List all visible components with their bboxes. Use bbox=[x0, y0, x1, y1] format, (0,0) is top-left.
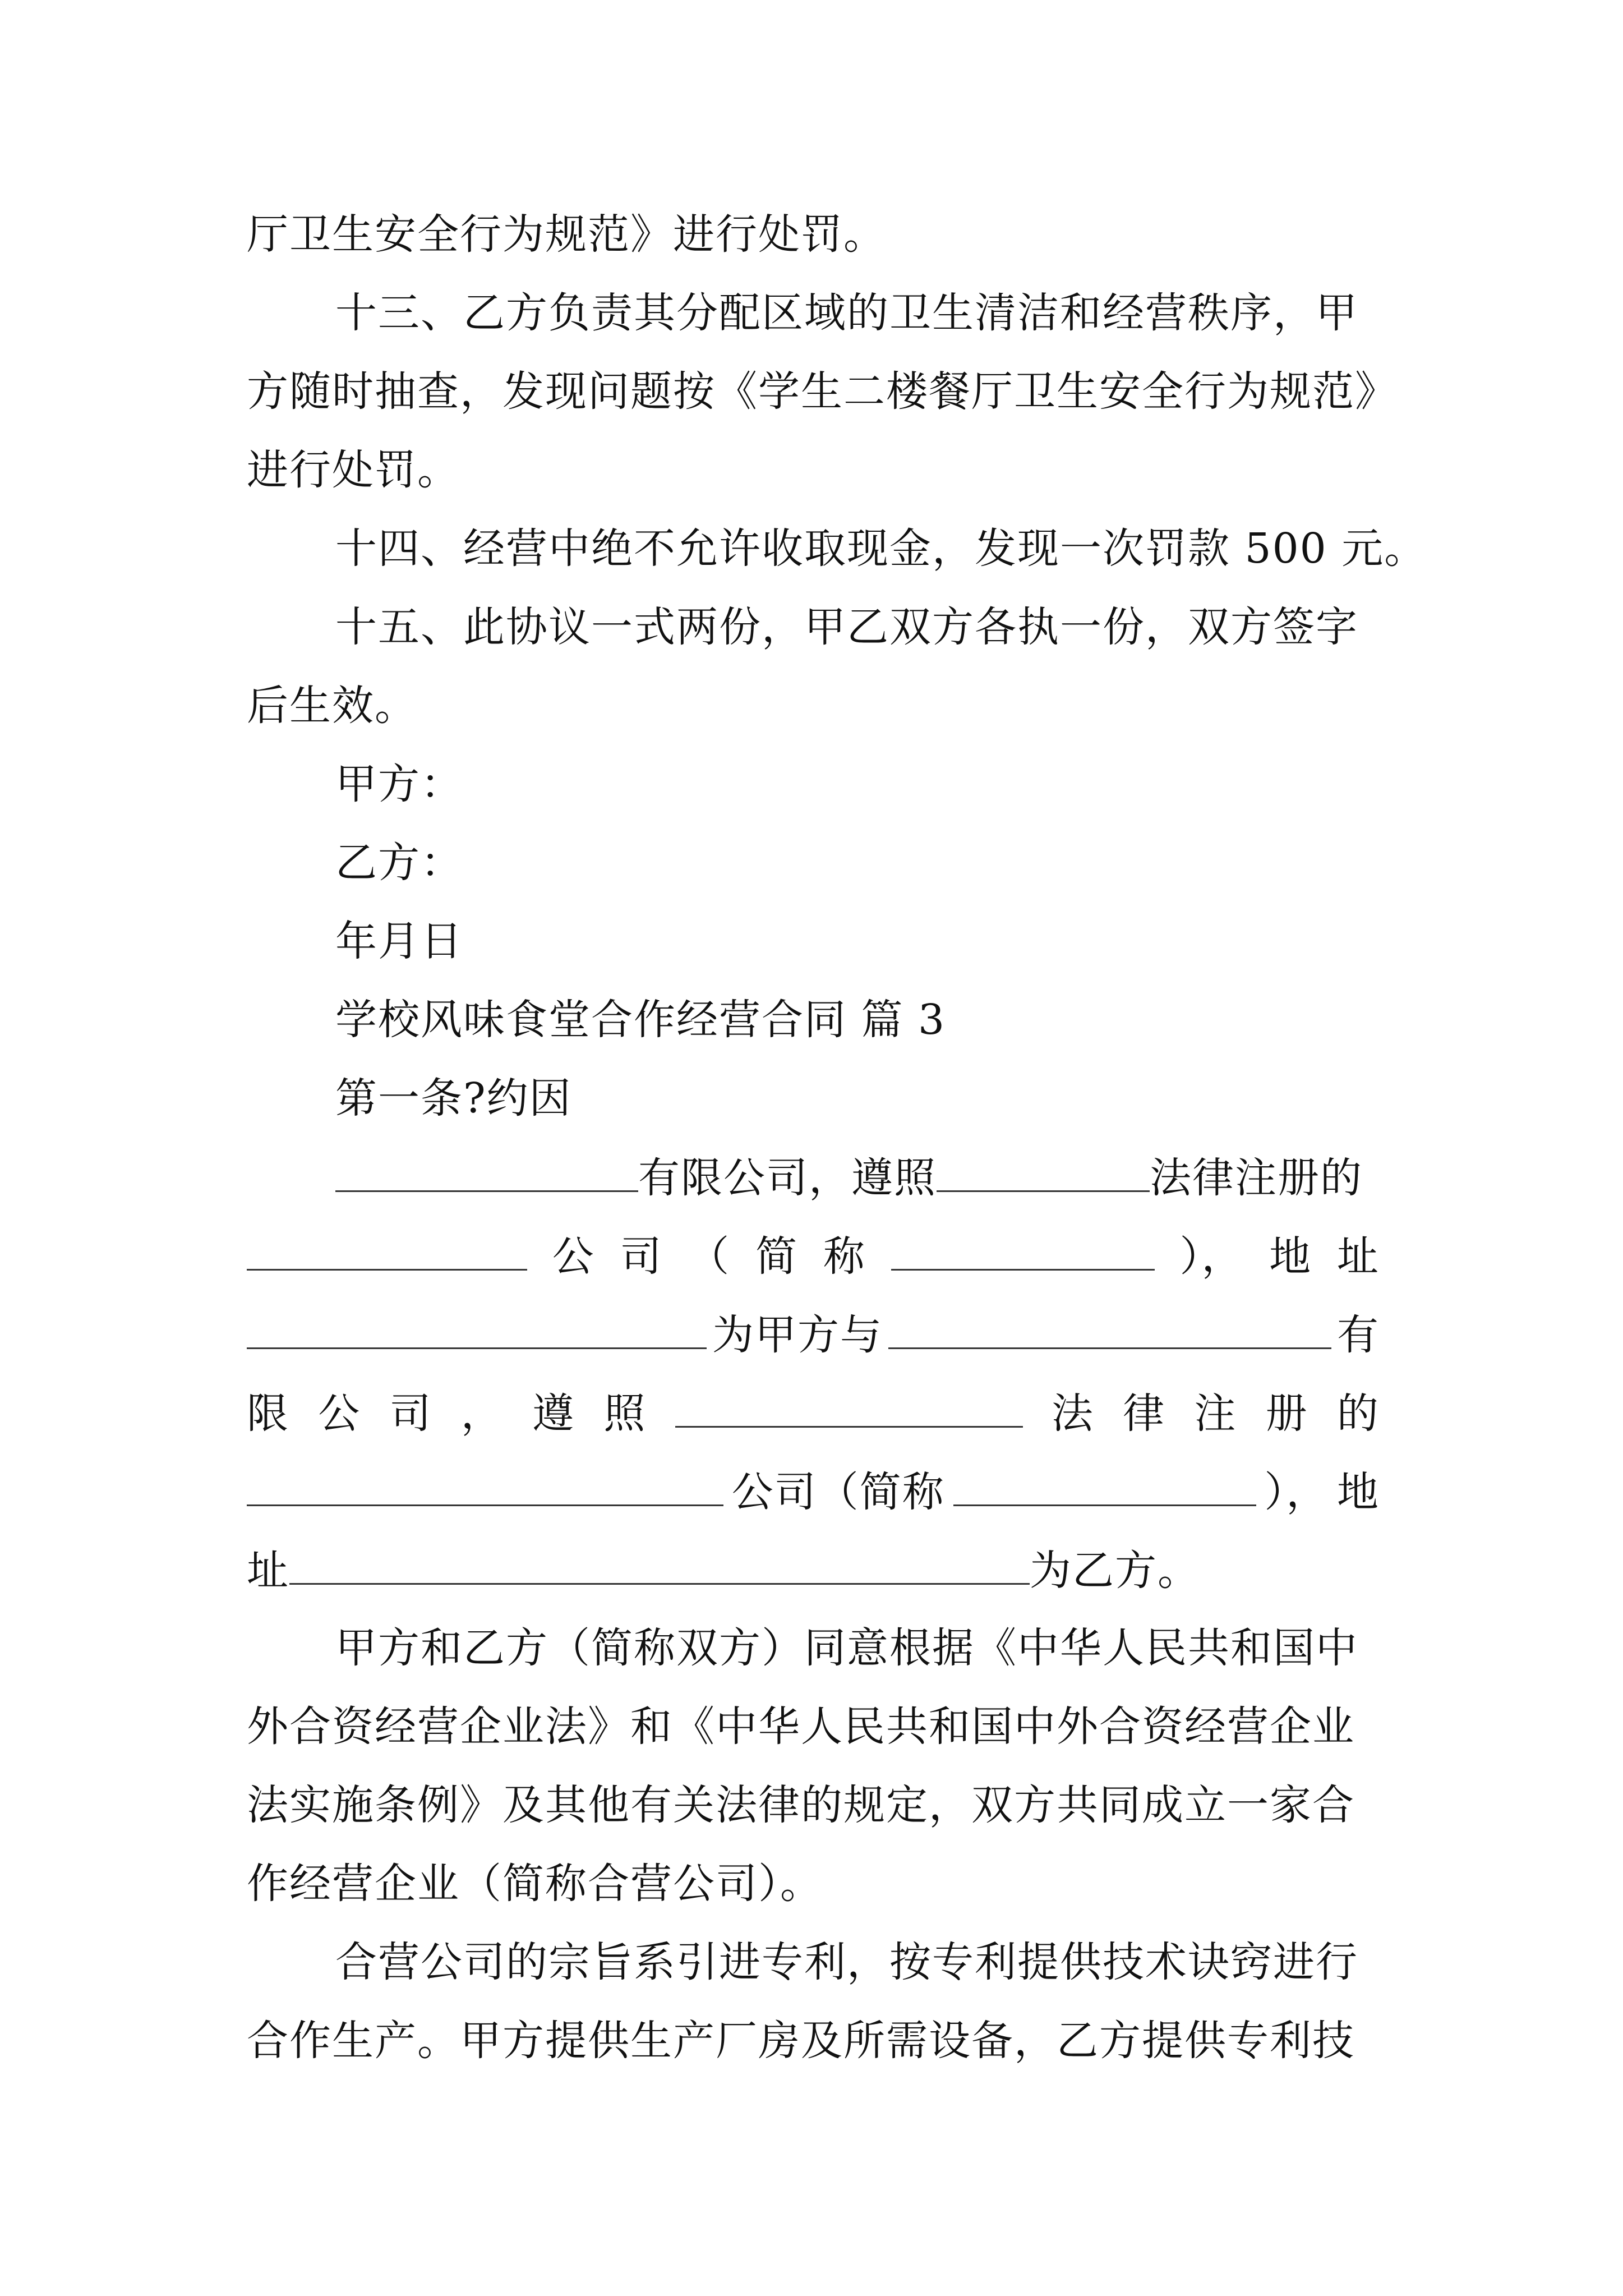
form-text: 的 bbox=[1336, 1389, 1380, 1438]
blank-field[interactable] bbox=[247, 1227, 527, 1271]
form-text: ）， bbox=[1179, 1232, 1244, 1281]
form-text: 地 bbox=[1269, 1232, 1312, 1281]
form-text: 为乙方。 bbox=[1030, 1547, 1200, 1595]
date-label: 年月日 bbox=[335, 917, 463, 965]
blank-field[interactable] bbox=[937, 1149, 1150, 1192]
text-line: 厅卫生安全行为规范》进行处罚。 bbox=[247, 210, 886, 259]
form-text: 遵 bbox=[532, 1389, 575, 1438]
form-text: 公 bbox=[318, 1389, 361, 1438]
form-text: 简 bbox=[755, 1232, 799, 1281]
form-text: 册 bbox=[1265, 1389, 1308, 1438]
party-b-signature-label: 乙方： bbox=[335, 839, 463, 887]
form-text: 注 bbox=[1194, 1389, 1237, 1438]
form-line-2 bbox=[247, 1227, 1380, 1283]
form-line-1 bbox=[335, 1149, 1380, 1205]
paragraph-line: 外合资经营企业法》和《中华人民共和国中外合资经营企业 bbox=[247, 1703, 1355, 1751]
form-line-5 bbox=[247, 1463, 1380, 1519]
form-text: （ bbox=[688, 1232, 731, 1281]
paragraph-line: 甲方和乙方（简称双方）同意根据《中华人民共和国中 bbox=[335, 1624, 1358, 1672]
form-text: 司 bbox=[620, 1232, 663, 1281]
form-text: 称 bbox=[823, 1232, 866, 1281]
paragraph-line: 法实施条例》及其他有关法律的规定，双方共同成立一家合 bbox=[247, 1781, 1355, 1829]
blank-field[interactable] bbox=[247, 1463, 723, 1506]
form-text: 有限公司，遵照 bbox=[638, 1154, 937, 1202]
paragraph-line: 合作生产。甲方提供生产厂房及所需设备，乙方提供专利技 bbox=[247, 2017, 1355, 2065]
form-text: 址 bbox=[247, 1547, 289, 1595]
text-line: 方随时抽查，发现问题按《学生二楼餐厅卫生安全行为规范》 bbox=[247, 367, 1398, 416]
form-text: 有 bbox=[1337, 1311, 1380, 1359]
party-a-signature-label: 甲方： bbox=[335, 760, 463, 808]
paragraph-line: 作经营企业（简称合营公司）。 bbox=[247, 1860, 823, 1908]
blank-field[interactable] bbox=[247, 1306, 707, 1349]
form-text: 司 bbox=[389, 1389, 432, 1438]
form-line-3 bbox=[247, 1306, 1380, 1362]
blank-field[interactable] bbox=[335, 1149, 638, 1192]
form-text: 地 bbox=[1337, 1468, 1380, 1516]
blank-field[interactable] bbox=[289, 1542, 1030, 1585]
clause-14-line: 十四、经营中绝不允许收取现金，发现一次罚款 500 元。 bbox=[335, 524, 1427, 573]
form-text: 址 bbox=[1336, 1232, 1380, 1281]
form-text: 法 bbox=[1051, 1389, 1094, 1438]
section-title: 学校风味食堂合作经营合同 篇 3 bbox=[335, 996, 946, 1044]
clause-15-line: 十五、此协议一式两份，甲乙双方各执一份，双方签字 bbox=[335, 603, 1358, 651]
form-text: ）， bbox=[1264, 1468, 1329, 1516]
form-line-4 bbox=[247, 1384, 1380, 1441]
form-text: 为甲方与 bbox=[712, 1311, 883, 1359]
form-text: 律 bbox=[1123, 1389, 1166, 1438]
paragraph-line: 合营公司的宗旨系引进专利，按专利提供技术诀窍进行 bbox=[335, 1938, 1358, 1986]
form-text: ， bbox=[460, 1389, 504, 1438]
form-text: 法律注册的 bbox=[1150, 1154, 1363, 1202]
form-text: 照 bbox=[603, 1389, 647, 1438]
clause-13-line: 十三、乙方负责其分配区域的卫生清洁和经营秩序，甲 bbox=[335, 289, 1358, 337]
text-line: 进行处罚。 bbox=[247, 446, 460, 494]
form-text: 限 bbox=[247, 1389, 289, 1438]
blank-field[interactable] bbox=[675, 1384, 1023, 1428]
article-heading: 第一条?约因 bbox=[335, 1074, 572, 1122]
blank-field[interactable] bbox=[891, 1227, 1155, 1271]
form-line-6 bbox=[247, 1542, 1380, 1598]
blank-field[interactable] bbox=[888, 1306, 1331, 1349]
form-text: 公 bbox=[552, 1232, 595, 1281]
blank-field[interactable] bbox=[953, 1463, 1256, 1506]
text-line: 后生效。 bbox=[247, 682, 417, 730]
form-text: 公司（简称 bbox=[731, 1468, 945, 1516]
